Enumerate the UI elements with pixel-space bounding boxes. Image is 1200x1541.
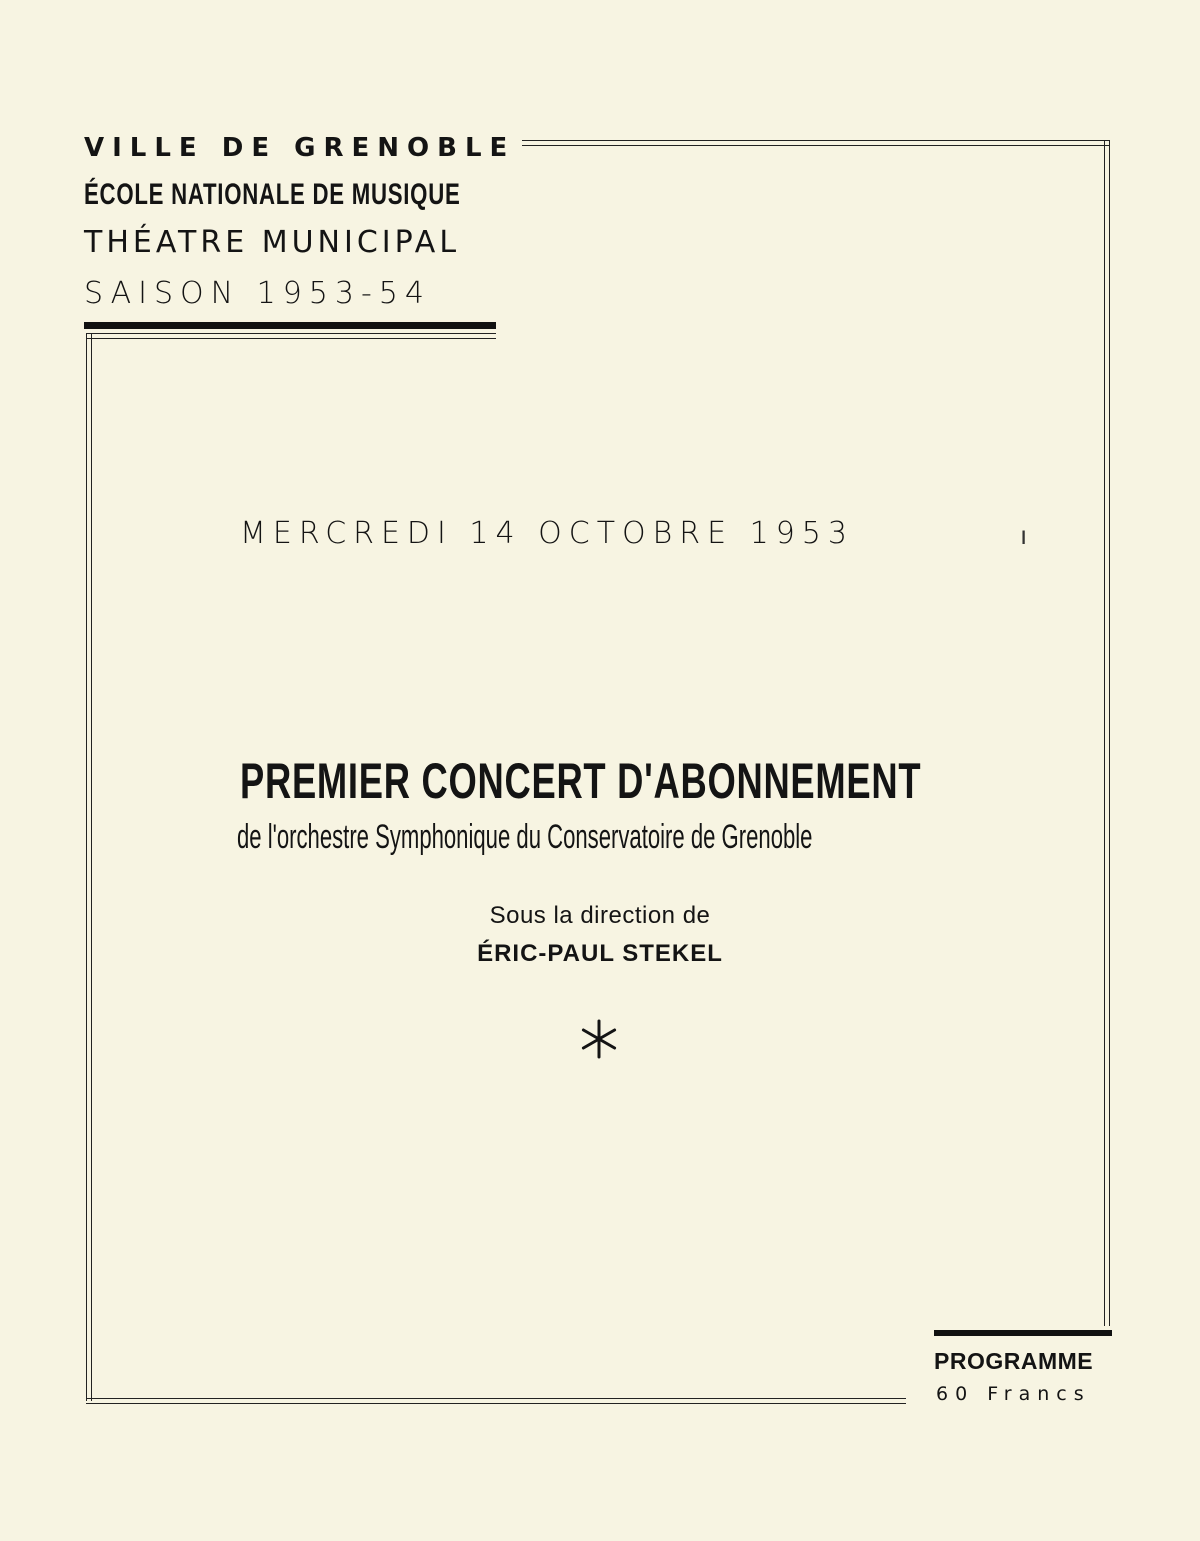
programme-label: PROGRAMME (934, 1348, 1094, 1374)
concert-date: MERCREDI 14 OCTOBRE 1953 (240, 516, 854, 551)
footer-rule (934, 1330, 1112, 1336)
city-name: VILLE DE GRENOBLE (84, 133, 516, 163)
concert-subtitle: de l'orchestre Symphonique du Conservatoire de Grenoble (237, 818, 813, 856)
direction-label: Sous la direction de (489, 902, 711, 929)
concert-title: PREMIER CONCERT D'ABONNEMENT (240, 753, 922, 809)
frame-top-line (522, 140, 1110, 146)
frame-right-line (1104, 140, 1110, 1326)
theatre-name: THÉATRE MUNICIPAL (84, 225, 461, 260)
season: SAISON 1953-54 (84, 276, 431, 311)
frame-left-line (86, 333, 92, 1401)
ink-mark: ı (1020, 520, 1028, 550)
school-name: ÉCOLE NATIONALE DE MUSIQUE (84, 178, 461, 211)
asterisk-ornament-icon (575, 1015, 623, 1063)
frame-inner-top-line (86, 333, 496, 339)
frame-bottom-line (86, 1398, 906, 1404)
header-block (84, 130, 516, 320)
programme-price: 60 Francs (936, 1383, 1091, 1405)
conductor-name: ÉRIC-PAUL STEKEL (477, 940, 723, 967)
header-rule (84, 322, 496, 329)
